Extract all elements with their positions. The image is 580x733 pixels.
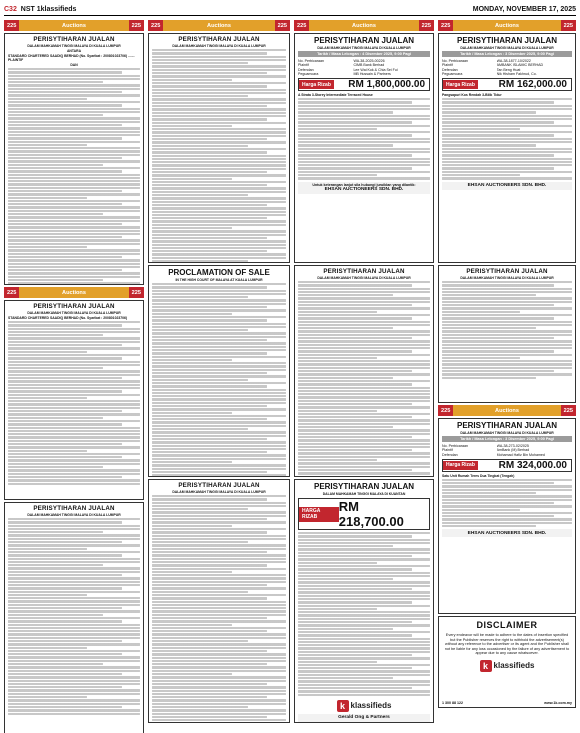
notice-title: PERISYTIHARAN JUALAN xyxy=(313,36,414,45)
column-3 xyxy=(294,20,434,726)
kv-value: Mohamad Hafiz Bin Mohamed xyxy=(496,452,545,457)
notice-body xyxy=(442,98,572,179)
auctioneer-block xyxy=(298,714,430,722)
band-number: 225 xyxy=(294,20,309,31)
notice-court: DALAM MAHKAMAH TINGGI MALAYA DI KUALA LUMPUR xyxy=(172,490,266,494)
kv-value: AMBANK ISLAMIC BERHAD xyxy=(496,63,544,68)
section-band xyxy=(4,287,144,298)
disclaimer-footer xyxy=(442,701,572,705)
k-logo-icon: k xyxy=(337,700,349,712)
notice-box xyxy=(438,418,576,614)
notice-body xyxy=(442,281,572,379)
kv-key: No. Perbicaraan xyxy=(442,59,468,63)
kv-key: No. Perbicaraan xyxy=(298,59,324,63)
auctioneer-block xyxy=(442,529,572,537)
auction-date: Tarikh / Masa Lelongan : 3 Disember 2025, 9:00 Pagi xyxy=(442,436,572,442)
section-band xyxy=(438,20,576,31)
case-details xyxy=(442,59,572,76)
notice-body xyxy=(152,49,286,262)
reserve-price-amount: RM 162,000.00 xyxy=(498,79,567,91)
notice-body xyxy=(442,479,572,527)
band-number: 225 xyxy=(148,20,163,31)
notice-court: DALAM MAHKAMAH TINGGI MALAYA DI KUALA LUMPUR xyxy=(27,513,121,517)
notice-box xyxy=(4,502,144,733)
notice-title: PERISYTIHARAN JUALAN xyxy=(323,268,405,275)
notice-title: PERISYTIHARAN JUALAN xyxy=(456,421,557,430)
reserve-price-amount: RM 1,800,000.00 xyxy=(348,79,425,91)
notice-box xyxy=(148,265,290,477)
kv-value: AmBank (M) Berhad xyxy=(496,448,530,453)
band-number: 225 xyxy=(275,20,290,31)
reserve-price xyxy=(298,78,430,91)
notice-court: DALAM MAHKAMAH TINGGI MALAYA DI KUALA LUMPUR xyxy=(172,44,266,48)
notice-body xyxy=(8,321,140,485)
logo-word: klassifieds xyxy=(493,661,535,671)
auctioneer-name: Gerald Ong & Partners xyxy=(338,715,390,721)
notice-party: STANDARD CHARTERED SAADIQ BERHAD (No. Syarikat : 200801023706) xyxy=(8,316,128,320)
disclaimer-title: DISCLAIMER xyxy=(476,620,538,630)
masthead-left xyxy=(4,6,76,13)
section-band xyxy=(438,405,576,416)
section-band xyxy=(294,20,434,31)
kv-key: Defendan xyxy=(442,452,458,457)
property-desc: Satu Unit Rumah Teres Dua Tingkat (Tengah) xyxy=(442,473,515,478)
column-1 xyxy=(4,20,144,726)
notice-body xyxy=(298,281,430,477)
website-link[interactable]: www.1k.com.my xyxy=(544,701,572,705)
auctioneer-block xyxy=(442,182,572,190)
band-number: 225 xyxy=(129,20,144,31)
kv-value: WA-38-2025-00226 xyxy=(353,59,385,63)
auction-date: Tarikh / Masa Lelongan : 4 Disember 2025, 9:00 Pagi xyxy=(298,51,430,57)
notice-box xyxy=(438,265,576,403)
notice-title: PROCLAMATION OF SALE xyxy=(168,268,270,277)
reserve-price-label: HARGA RIZAB xyxy=(299,507,339,522)
auctioneer-block xyxy=(298,182,430,194)
masthead xyxy=(4,4,576,16)
notice-body xyxy=(298,532,430,696)
klassifieds-logo xyxy=(298,700,430,712)
band-label: Auctions xyxy=(62,22,86,29)
reserve-price-amount: RM 218,700.00 xyxy=(338,499,404,529)
notice-court: DALAM MAHKAMAH TINGGI MALAYA DI KUALA LUMPUR xyxy=(460,276,554,280)
kv-key: Plaintif xyxy=(442,448,453,453)
band-number: 225 xyxy=(419,20,434,31)
kv-key: Peguamcara xyxy=(442,71,463,76)
band-number: 225 xyxy=(129,287,144,298)
notice-court: DALAM MAHKAMAH TINGGI MALAYA DI KUALA LUMPUR xyxy=(460,46,554,50)
kv-key: Plaintif xyxy=(298,63,309,68)
section-name: NST 1klassifieds xyxy=(20,6,77,13)
kv-value: Nik Hisham Fakhrud, Co. xyxy=(496,71,537,76)
column-4 xyxy=(438,20,576,726)
kv-key: No. Perbicaraan xyxy=(442,444,468,448)
notice-case: ANTARA xyxy=(66,49,82,53)
notice-title: PERISYTIHARAN JUALAN xyxy=(33,505,115,512)
band-label: Auctions xyxy=(495,22,519,29)
band-number: 225 xyxy=(561,405,576,416)
section-band xyxy=(148,20,290,31)
notice-court: DALAM MAHKAMAH TINGGI MALAYA DI KUALA LUMPUR xyxy=(317,276,411,280)
kv-key: Defendan xyxy=(442,67,458,72)
kv-value: Tan Beng Huat xyxy=(496,67,521,72)
notice-body xyxy=(8,518,140,715)
kv-value: WA-38-273-02/2025 xyxy=(496,444,529,448)
reserve-price-label: Harga Rizab xyxy=(443,461,478,470)
auctioneer-name: EHSAN AUCTIONEERS SDN. BHD. xyxy=(467,530,547,536)
auctioneer-intro: Untuk keterangan lanjut sila hubungi juruiklan yang dilantik: xyxy=(312,183,416,188)
notice-box xyxy=(294,265,434,477)
reserve-price xyxy=(442,78,572,91)
band-label: Auctions xyxy=(207,22,231,29)
band-label: Auctions xyxy=(352,22,376,29)
kv-key: Peguamcara xyxy=(298,71,319,76)
notice-body xyxy=(152,495,286,723)
notice-box xyxy=(438,33,576,263)
notice-title: PERISYTIHARAN JUALAN xyxy=(33,36,115,43)
case-details xyxy=(442,444,572,457)
notice-body xyxy=(298,98,430,179)
reserve-price xyxy=(442,459,572,472)
notice-court: DALAM MAHKAMAH TINGGI MALAYA DI KUALA LUMPUR xyxy=(460,431,554,435)
logo-word: klassifieds xyxy=(350,701,392,711)
klassifieds-logo xyxy=(444,660,570,672)
notice-title: PERISYTIHARAN JUALAN xyxy=(33,303,115,310)
property-desc: A Strata 3-Storey Intermediate Terraced House xyxy=(298,93,373,98)
notice-court: DALAM MAHKAMAH TINGGI MALAYA DI KUALA LUMPUR xyxy=(27,311,121,315)
band-label: Auctions xyxy=(495,407,519,414)
case-details xyxy=(298,59,430,76)
notice-title: PERISYTIHARAN JUALAN xyxy=(456,36,557,45)
property-desc: Pangsapuri Kos Rendah 3-Bilik Tidur xyxy=(442,93,502,98)
kv-value: WA-38-1877-10/2022 xyxy=(496,59,531,63)
notice-party: STANDARD CHARTERED SAADIQ BERHAD (No. Syarikat : 200801023706) ....... PLAINTIF xyxy=(8,54,135,62)
disclaimer-text: Every endeavor will be made to adhere to the dates of insertion specified but the Publisher reserves the right to withhold the advertisement(s) without any reference to the advertiser or its agent and the Publisher shall not be liable for any loss occasioned by the failure of any advertisement to appear due to any cause whatsoever. xyxy=(444,633,570,656)
kv-key: Plaintif xyxy=(442,63,453,68)
notice-title: PERISYTIHARAN JUALAN xyxy=(313,482,414,491)
notice-court: DALAM MAHKAMAH TINGGI MALAYA DI KUALA LUMPUR xyxy=(27,44,121,48)
notice-title: PERISYTIHARAN JUALAN xyxy=(466,268,548,275)
notice-box xyxy=(148,479,290,723)
kv-value: MB Hussain & Partners xyxy=(353,71,391,76)
notice-court: IN THE HIGH COURT OF MALAYA AT KUALA LUMPUR xyxy=(175,278,263,282)
notice-body xyxy=(8,68,140,285)
phone-number: 1 300 88 122 xyxy=(442,701,463,705)
band-number: 225 xyxy=(561,20,576,31)
disclaimer-box xyxy=(438,616,576,708)
notice-box xyxy=(4,300,144,500)
notice-box xyxy=(294,33,434,263)
notice-court: DALAM MAHKAMAH TINGGI MALAYA DI KUALA LUMPUR xyxy=(317,46,411,50)
notice-body xyxy=(152,283,286,477)
column-2 xyxy=(148,20,290,726)
band-label: Auctions xyxy=(62,289,86,296)
auctioneer-name: EHSAN AUCTIONEERS SDN. BHD. xyxy=(324,187,404,193)
notice-box xyxy=(4,33,144,285)
notice-court: DALAM MAHKAMAH TINGGI MALAYA DI KUANTAN xyxy=(322,492,406,496)
kv-key: Defendan xyxy=(298,67,314,72)
band-number: 225 xyxy=(438,20,453,31)
page-number: C32 xyxy=(4,6,17,13)
notice-title: PERISYTIHARAN JUALAN xyxy=(178,36,260,43)
k-logo-icon: k xyxy=(480,660,492,672)
reserve-price-label: Harga Rizab xyxy=(443,80,478,89)
band-number: 225 xyxy=(4,287,19,298)
notice-box xyxy=(148,33,290,263)
notice-box xyxy=(294,479,434,723)
notice-title: PERISYTIHARAN JUALAN xyxy=(178,482,260,489)
reserve-price-amount: RM 324,000.00 xyxy=(498,459,567,471)
kv-value: Lee Wai Kok & Chia Sei Fui xyxy=(353,67,398,72)
notice-dan: DAN xyxy=(70,63,78,67)
reserve-price xyxy=(298,498,430,530)
reserve-price-label: Harga Rizab xyxy=(299,80,334,89)
masthead-date: MONDAY, NOVEMBER 17, 2025 xyxy=(472,6,576,13)
band-number: 225 xyxy=(438,405,453,416)
section-band xyxy=(4,20,144,31)
auction-date: Tarikh / Masa Lelongan : 3 Disember 2025, 9:00 Pagi xyxy=(442,51,572,57)
auctioneer-name: EHSAN AUCTIONEERS SDN. BHD. xyxy=(467,183,547,189)
band-number: 225 xyxy=(4,20,19,31)
kv-value: CIMB Bank Berhad xyxy=(353,63,385,68)
